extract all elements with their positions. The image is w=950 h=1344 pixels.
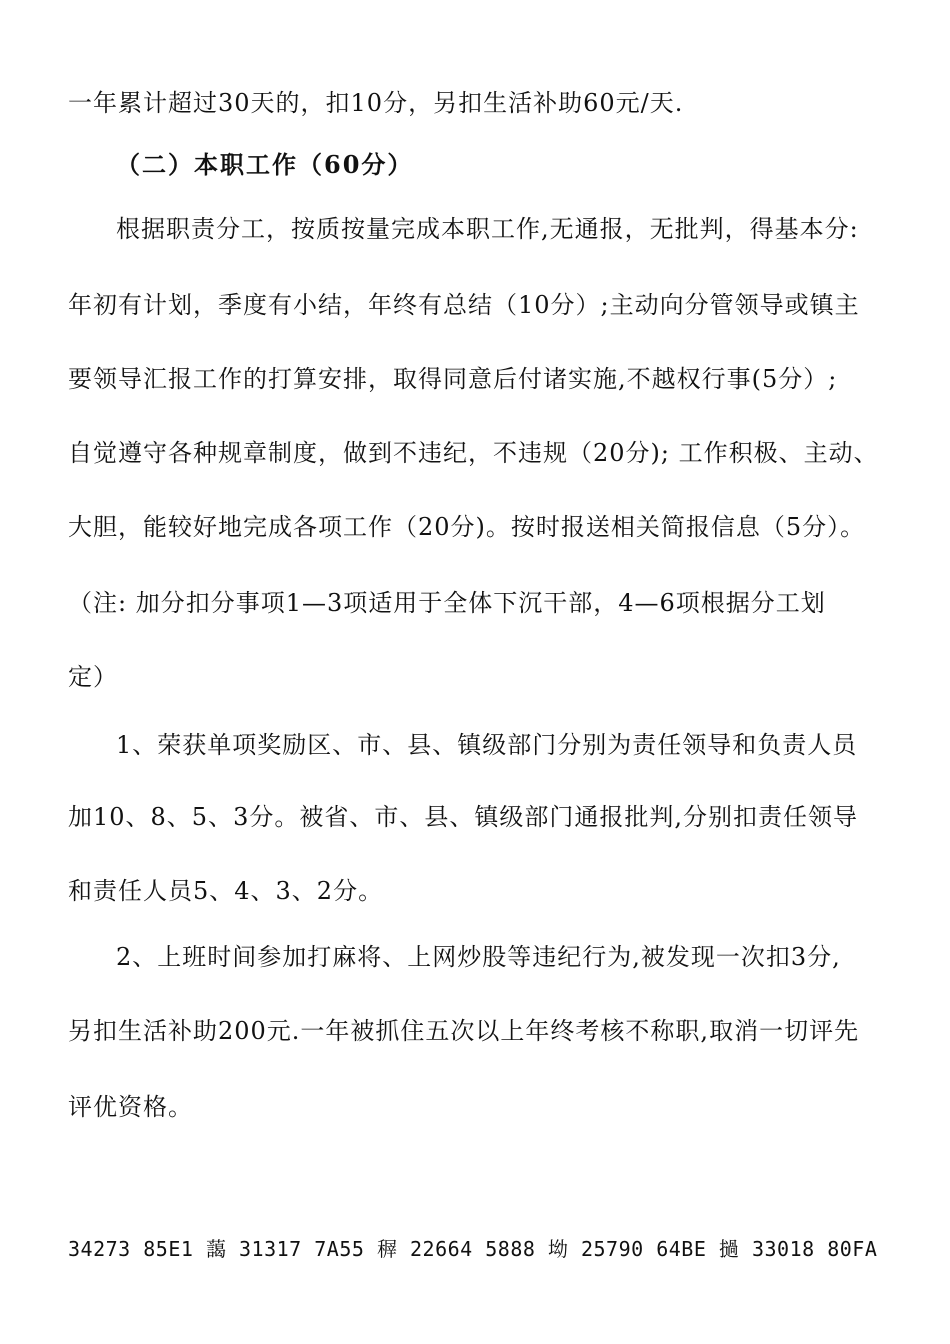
note-line: （注: 加分扣分事项1—3项适用于全体下沉干部，4—6项根据分工划	[68, 589, 826, 617]
list-item-1-line: 1、荣获单项奖励区、市、县、镇级部门分别为责任领导和负责人员	[116, 731, 858, 759]
list-item-2-line: 2、上班时间参加打麻将、上网炒股等违纪行为,被发现一次扣3分,	[116, 943, 841, 971]
footer-code-line: 34273 85E1 藹 31317 7A55 稺 22664 5888 坳 25790 64BE 撾 33018 80FA	[68, 1237, 878, 1261]
paragraph-line: 自觉遵守各种规章制度，做到不违纪，不违规（20分); 工作积极、主动、	[68, 439, 879, 467]
paragraph-line: 年初有计划，季度有小结，年终有总结（10分）;主动向分管领导或镇主	[68, 291, 860, 319]
list-item-1-line: 加10、8、5、3分。被省、市、县、镇级部门通报批判,分别扣责任领导	[68, 803, 858, 831]
paragraph-line: 一年累计超过30天的，扣10分，另扣生活补助60元/天.	[68, 89, 684, 117]
paragraph-line: 要领导汇报工作的打算安排，取得同意后付诸实施,不越权行事(5分）;	[68, 365, 838, 393]
list-item-1-line: 和责任人员5、4、3、2分。	[68, 877, 384, 905]
paragraph-line: 大胆，能较好地完成各项工作（20分)。按时报送相关简报信息（5分）。	[68, 513, 866, 541]
paragraph-line: 根据职责分工，按质按量完成本职工作,无通报，无批判，得基本分:	[116, 215, 859, 243]
section-heading: （二）本职工作（60分）	[116, 150, 414, 179]
note-line: 定）	[68, 663, 118, 691]
list-item-2-line: 评优资格。	[68, 1093, 193, 1121]
list-item-2-line: 另扣生活补助200元.一年被抓住五次以上年终考核不称职,取消一切评先	[68, 1017, 860, 1045]
